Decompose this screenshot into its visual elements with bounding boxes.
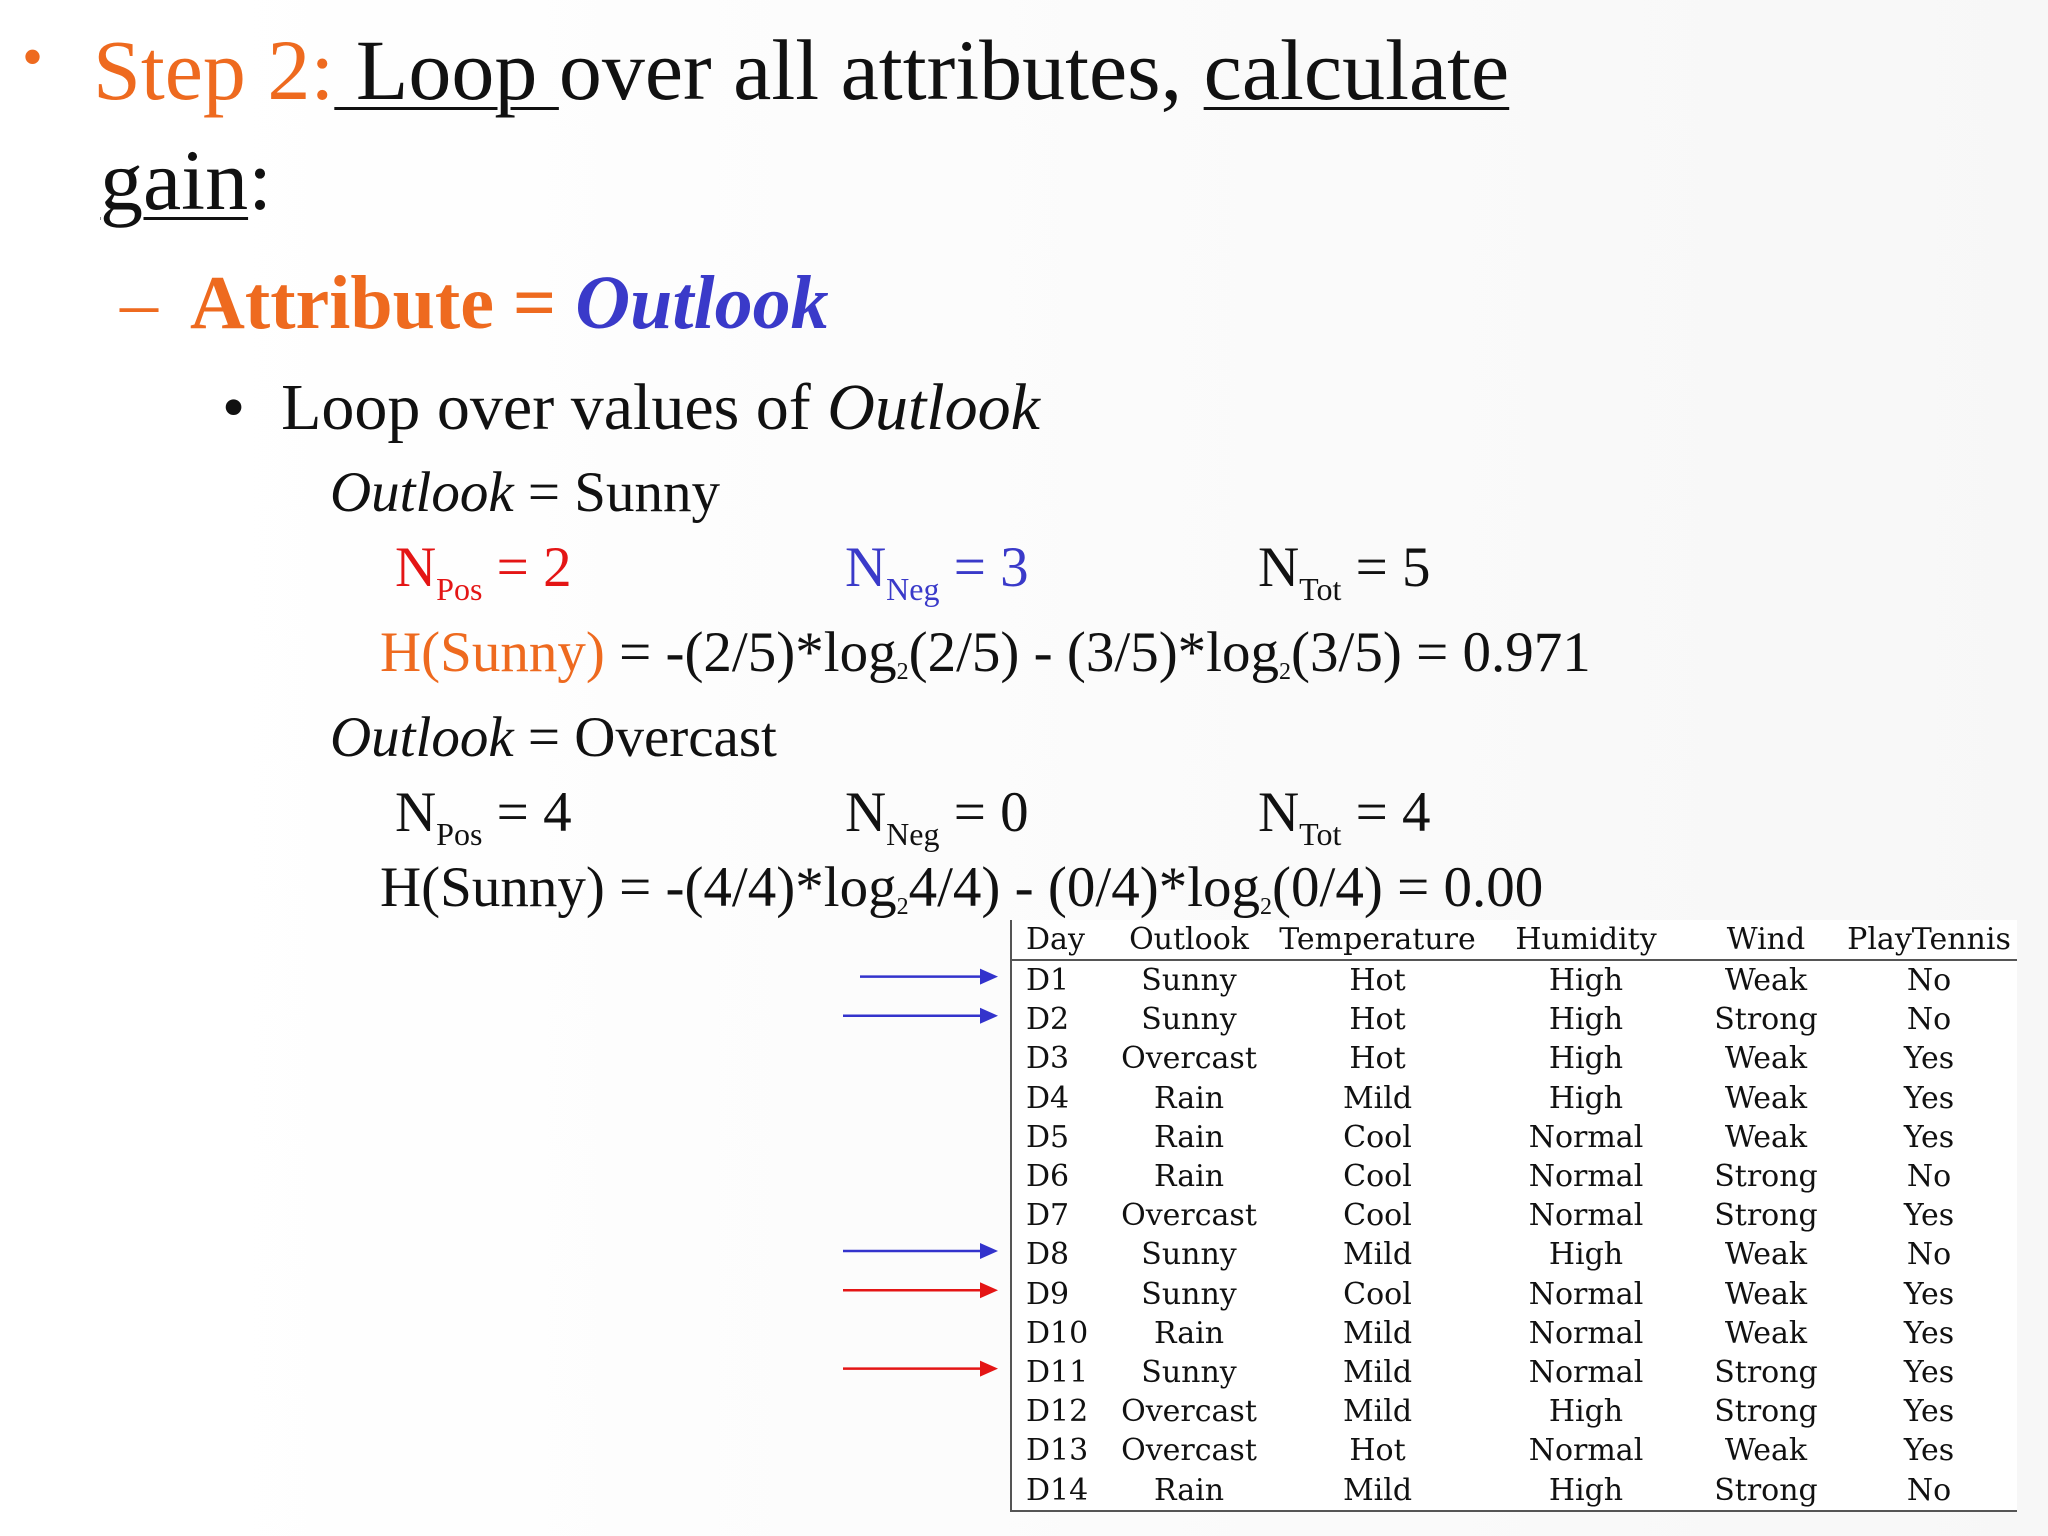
table-row — [1012, 960, 2017, 1000]
cell-day: D6 — [1026, 1159, 1070, 1195]
entropy-part2: (2/5) - (3/5)*log — [908, 621, 1280, 684]
cell-temperature: Hot — [1349, 1002, 1406, 1038]
loop-values-text: Loop over values of — [281, 371, 828, 444]
cell-wind: Strong — [1714, 1394, 1818, 1430]
cell-playtennis: No — [1906, 1002, 1952, 1038]
cell-day: D11 — [1026, 1354, 1089, 1390]
table-row — [1012, 1314, 2017, 1353]
cell-day: D1 — [1026, 963, 1070, 999]
npos-value: = 2 — [482, 536, 572, 599]
cell-temperature: Hot — [1349, 1433, 1406, 1469]
cell-outlook: Sunny — [1141, 1354, 1237, 1390]
table-header-row — [1012, 920, 2017, 960]
cell-day: D10 — [1026, 1315, 1089, 1351]
ntot-value: = 5 — [1341, 536, 1431, 599]
cell-playtennis: Yes — [1903, 1080, 1955, 1116]
cell-outlook: Sunny — [1141, 1002, 1237, 1038]
cell-wind: Strong — [1714, 1198, 1818, 1234]
log-base-2: 2 — [1260, 894, 1273, 920]
nneg-subscript: Neg — [886, 571, 940, 607]
cell-wind: Weak — [1724, 963, 1808, 999]
cell-wind: Weak — [1724, 1237, 1808, 1273]
cell-day: D5 — [1026, 1119, 1070, 1155]
calculate-word: calculate — [1203, 22, 1510, 118]
cell-wind: Weak — [1724, 1315, 1808, 1351]
cell-outlook: Overcast — [1121, 1198, 1257, 1234]
cell-humidity: Normal — [1528, 1315, 1644, 1351]
cell-humidity: High — [1548, 1041, 1624, 1077]
arrowhead-d2 — [980, 1008, 998, 1024]
ntot-value: = 4 — [1341, 781, 1431, 844]
nneg-subscript: Neg — [886, 816, 940, 852]
cell-outlook: Overcast — [1121, 1433, 1257, 1469]
cell-temperature: Cool — [1343, 1119, 1412, 1155]
npos-symbol: N — [395, 781, 437, 844]
over-text: over all attributes, — [558, 22, 1204, 118]
cell-day: D13 — [1026, 1433, 1089, 1469]
cell-humidity: High — [1548, 1394, 1624, 1430]
log-base-2: 2 — [1279, 659, 1292, 685]
table-row — [1012, 1079, 2017, 1118]
header-wind: Wind — [1691, 920, 1841, 960]
cell-wind: Weak — [1724, 1119, 1808, 1155]
overcast-attr: Outlook — [330, 706, 514, 769]
cell-playtennis: Yes — [1903, 1119, 1955, 1155]
cell-humidity: Normal — [1528, 1433, 1644, 1469]
cell-temperature: Mild — [1342, 1237, 1413, 1273]
table-row — [1012, 1431, 2017, 1470]
npos-value: = 4 — [482, 781, 572, 844]
table-row — [1012, 1196, 2017, 1235]
cell-outlook: Overcast — [1121, 1041, 1257, 1077]
cell-temperature: Mild — [1342, 1354, 1413, 1390]
cell-playtennis: No — [1906, 1237, 1952, 1273]
dash-bullet: – — [120, 261, 158, 345]
cell-outlook: Rain — [1153, 1159, 1225, 1195]
cell-playtennis: Yes — [1903, 1198, 1955, 1234]
cell-day: D3 — [1026, 1041, 1070, 1077]
cell-temperature: Hot — [1349, 1041, 1406, 1077]
cell-wind: Strong — [1714, 1002, 1818, 1038]
cell-playtennis: Yes — [1903, 1041, 1955, 1077]
cell-humidity: Normal — [1528, 1276, 1644, 1312]
sub-bullet: • — [222, 371, 246, 444]
cell-playtennis: Yes — [1903, 1354, 1955, 1390]
cell-outlook: Overcast — [1121, 1394, 1257, 1430]
cell-humidity: High — [1548, 1080, 1624, 1116]
cell-temperature: Mild — [1342, 1394, 1413, 1430]
main-bullet: • — [22, 24, 44, 90]
nneg-value: = 3 — [939, 536, 1029, 599]
table-row — [1012, 1392, 2017, 1431]
cell-outlook: Sunny — [1141, 963, 1237, 999]
nneg-symbol: N — [845, 536, 887, 599]
cell-day: D4 — [1026, 1080, 1070, 1116]
npos-symbol: N — [395, 536, 437, 599]
cell-temperature: Cool — [1343, 1198, 1412, 1234]
gain-word: gain — [100, 132, 249, 228]
cell-day: D2 — [1026, 1002, 1070, 1038]
attribute-value: Outlook — [575, 261, 829, 345]
arrowhead-d9 — [980, 1282, 998, 1298]
cell-playtennis: Yes — [1903, 1394, 1955, 1430]
loop-word: Loop — [334, 22, 559, 118]
entropy-part3: (0/4) = 0.00 — [1272, 856, 1544, 919]
gain-colon: : — [248, 132, 272, 228]
cell-day: D9 — [1026, 1276, 1070, 1312]
entropy-part1: H(Sunny) = -(4/4)*log — [380, 856, 897, 919]
cell-temperature: Cool — [1343, 1276, 1412, 1312]
header-day: Day — [1012, 920, 1104, 960]
cell-outlook: Sunny — [1141, 1237, 1237, 1273]
step-label: Step 2: — [93, 22, 335, 118]
cell-day: D12 — [1026, 1394, 1089, 1430]
table-row — [1012, 1039, 2017, 1078]
cell-temperature: Mild — [1342, 1080, 1413, 1116]
cell-outlook: Sunny — [1141, 1276, 1237, 1312]
log-base-1: 2 — [896, 894, 909, 920]
header-temperature: Temperature — [1274, 920, 1481, 960]
table-row — [1012, 1470, 2017, 1509]
npos-subscript: Pos — [436, 816, 483, 852]
table-row — [1012, 1353, 2017, 1392]
cell-playtennis: Yes — [1903, 1433, 1955, 1469]
ntot-subscript: Tot — [1299, 571, 1342, 607]
table-row — [1012, 1118, 2017, 1157]
cell-wind: Weak — [1724, 1276, 1808, 1312]
cell-humidity: High — [1548, 963, 1624, 999]
entropy-part2: 4/4) - (0/4)*log — [908, 856, 1261, 919]
cell-humidity: Normal — [1528, 1198, 1644, 1234]
cell-humidity: Normal — [1528, 1159, 1644, 1195]
cell-wind: Weak — [1724, 1041, 1808, 1077]
entropy-label: H(Sunny) — [380, 621, 605, 684]
cell-wind: Weak — [1724, 1080, 1808, 1116]
log-base-1: 2 — [896, 659, 909, 685]
nneg-symbol: N — [845, 781, 887, 844]
cell-humidity: Normal — [1528, 1119, 1644, 1155]
cell-playtennis: Yes — [1903, 1276, 1955, 1312]
cell-outlook: Rain — [1153, 1472, 1225, 1508]
cell-wind: Strong — [1714, 1472, 1818, 1508]
cell-playtennis: No — [1906, 1159, 1952, 1195]
arrowhead-d1 — [980, 969, 998, 985]
cell-humidity: High — [1548, 1472, 1624, 1508]
entropy-part1: = -(2/5)*log — [604, 621, 897, 684]
sunny-attr: Outlook — [330, 461, 514, 524]
cell-temperature: Mild — [1342, 1315, 1413, 1351]
cell-humidity: Normal — [1528, 1354, 1644, 1390]
cell-humidity: High — [1548, 1002, 1624, 1038]
cell-temperature: Cool — [1343, 1159, 1412, 1195]
cell-wind: Strong — [1714, 1159, 1818, 1195]
table-row — [1012, 1157, 2017, 1196]
cell-humidity: High — [1548, 1237, 1624, 1273]
table-row — [1012, 1235, 2017, 1274]
nneg-value: = 0 — [939, 781, 1029, 844]
cell-day: D8 — [1026, 1237, 1070, 1273]
npos-subscript: Pos — [436, 571, 483, 607]
arrowhead-d8 — [980, 1243, 998, 1259]
arrowhead-d11 — [980, 1361, 998, 1377]
overcast-eq: = Overcast — [513, 706, 777, 769]
cell-outlook: Rain — [1153, 1119, 1225, 1155]
header-playtennis: PlayTennis — [1841, 920, 2017, 960]
cell-wind: Weak — [1724, 1433, 1808, 1469]
table-row — [1012, 1000, 2017, 1039]
ntot-symbol: N — [1258, 536, 1300, 599]
cell-playtennis: Yes — [1903, 1315, 1955, 1351]
header-outlook: Outlook — [1104, 920, 1274, 960]
header-humidity: Humidity — [1481, 920, 1691, 960]
table-row — [1012, 1275, 2017, 1314]
ntot-subscript: Tot — [1299, 816, 1342, 852]
attribute-label: Attribute = — [190, 261, 576, 345]
sunny-eq: = Sunny — [513, 461, 720, 524]
play-tennis-table — [1010, 920, 2017, 1512]
cell-outlook: Rain — [1153, 1315, 1225, 1351]
cell-day: D14 — [1026, 1472, 1089, 1508]
cell-wind: Strong — [1714, 1354, 1818, 1390]
entropy-part3: (3/5) = 0.971 — [1291, 621, 1591, 684]
cell-playtennis: No — [1906, 1472, 1952, 1508]
cell-temperature: Hot — [1349, 963, 1406, 999]
ntot-symbol: N — [1258, 781, 1300, 844]
loop-values-attr: Outlook — [827, 371, 1040, 444]
cell-temperature: Mild — [1342, 1472, 1413, 1508]
cell-playtennis: No — [1906, 963, 1952, 999]
cell-outlook: Rain — [1153, 1080, 1225, 1116]
cell-day: D7 — [1026, 1198, 1070, 1234]
